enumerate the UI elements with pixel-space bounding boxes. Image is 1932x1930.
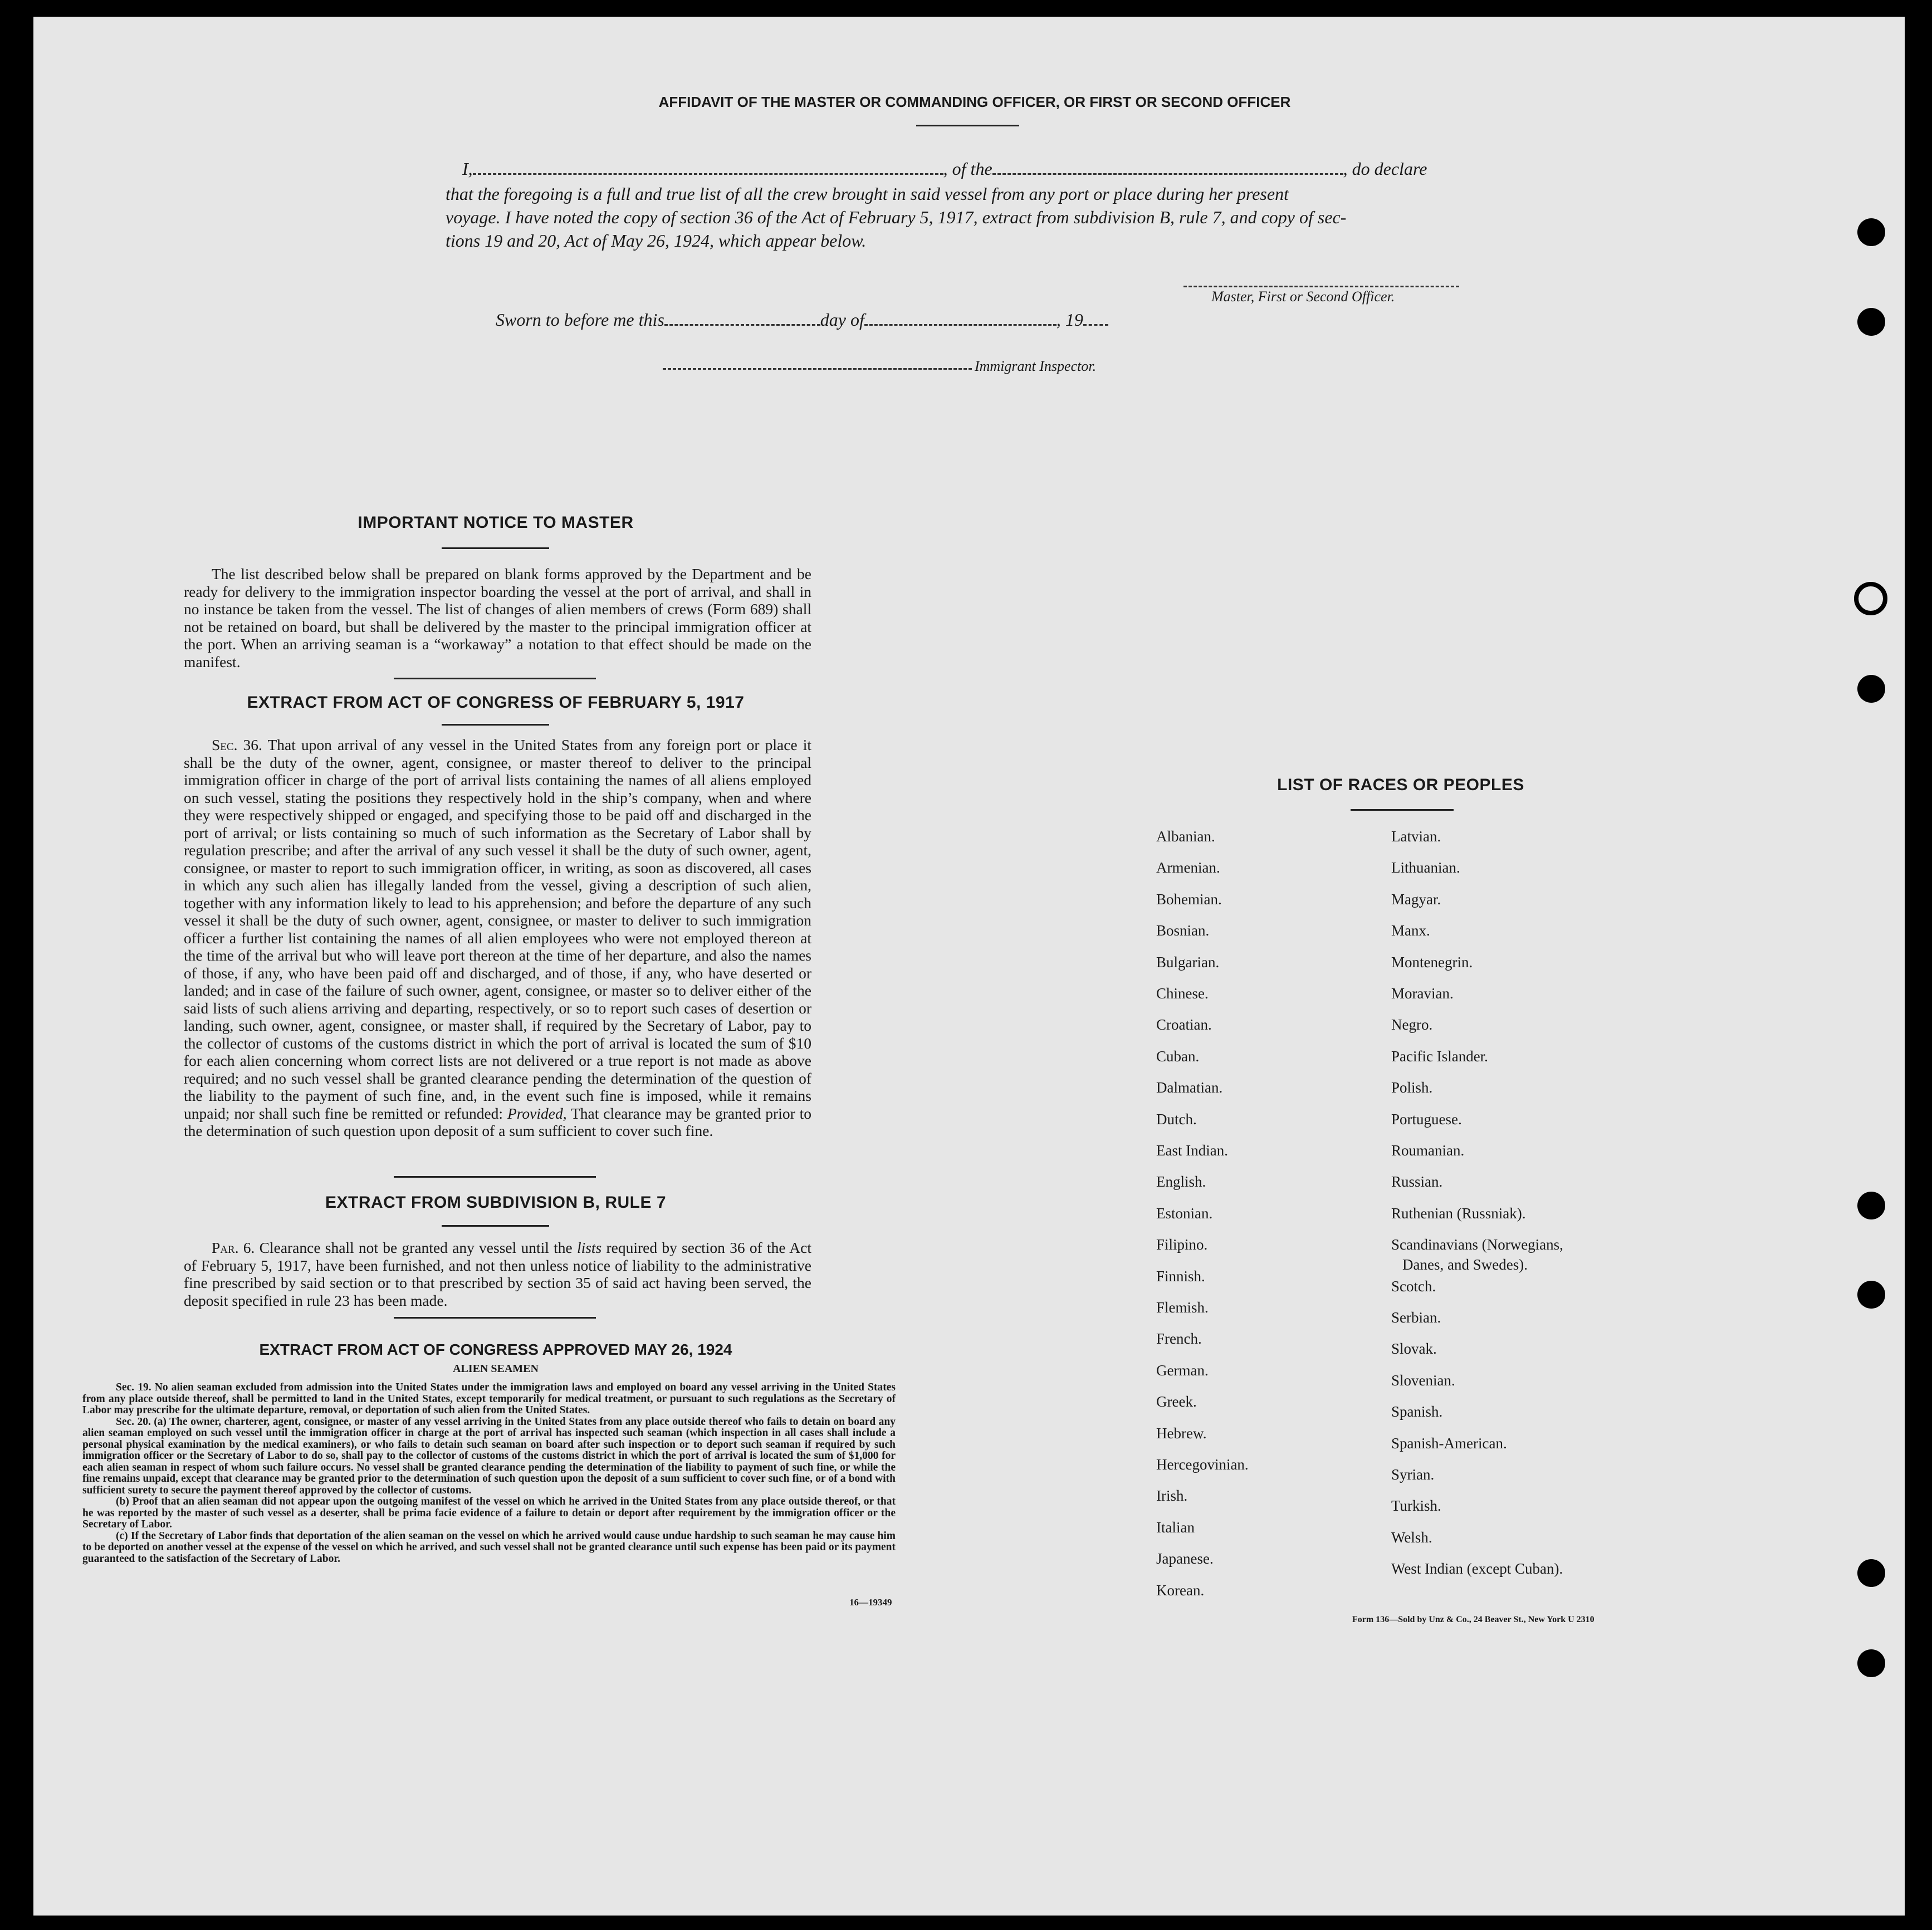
race-item: Magyar. (1391, 890, 1441, 908)
affidavit-line-1 (462, 157, 1498, 180)
sec-20a-text: Sec. 20. (a) The owner, charterer, agent, consignee, or master of any vessel arriving in the United States from any place outside thereof who fails to detain on board any alien seaman employed on such vessel until the immigration officer in charge at the port of arrival has inspected such seaman (which inspection in all cases shall include a personal physical examination by the medical examiners), or who fails to detain such seaman on board after such inspection or to deport such seaman if required by such immigration officer or the Secretary of Labor to do so, shall pay to the collector of customs of the customs district in which the port of arrival is located the sum of $1,000 for each alien seaman in respect of whom such failure occurs. No vessel shall be granted clearance pending the determination of the liability to payment of such fine, or while the fine remains unpaid, except that clearance may be granted prior to the determination of such question upon the deposit of a sum sufficient to cover such fine, or of a bond with sufficient surety to secure the payment thereof approved by the collector of customs. (82, 1415, 896, 1496)
race-item: Spanish-American. (1391, 1434, 1507, 1452)
punch-hole (1857, 1192, 1885, 1219)
race-item: Roumanian. (1391, 1142, 1465, 1159)
affidavit-line-2: that the foregoing is a full and true list of all the crew brought in said vessel from any port or place during her present (446, 184, 1289, 204)
race-item: Croatian. (1156, 1016, 1212, 1033)
race-item: French. (1156, 1330, 1202, 1348)
form-printer-note: Form 136—Sold by Unz & Co., 24 Beaver St., New York U 2310 (1352, 1615, 1594, 1624)
race-item: Montenegrin. (1391, 953, 1473, 971)
affidavit-i: I, (462, 159, 473, 179)
notice-title: IMPORTANT NOTICE TO MASTER (358, 513, 634, 532)
race-item: Syrian. (1391, 1466, 1435, 1483)
signature-line[interactable] (1183, 285, 1459, 287)
race-item: Manx. (1391, 922, 1430, 939)
form-code: 16—19349 (849, 1597, 892, 1608)
punch-hole (1857, 675, 1885, 703)
race-item: Spanish. (1391, 1403, 1443, 1420)
extract-1917-divider (394, 1176, 596, 1178)
race-item: Korean. (1156, 1581, 1205, 1599)
race-item: Serbian. (1391, 1309, 1441, 1326)
race-item: Irish. (1156, 1487, 1188, 1505)
name-field[interactable] (473, 173, 943, 175)
notice-divider (394, 678, 596, 679)
race-item: Moravian. (1391, 985, 1454, 1002)
sec-36-text-end: That clearance may be granted prior to the determination of such question upon deposit of a sum sufficient to cover such fine. (184, 1104, 811, 1139)
rule-7-title: EXTRACT FROM SUBDIVISION B, RULE 7 (325, 1193, 667, 1212)
notice-body: The list described below shall be prepared on blank forms approved by the Department and be ready for delivery to the immigration inspector boarding the vessel at the port of arrival, and shall in no instance be taken from the vessel. The list of changes of alien members of crews (Form 689) shall not be retained on board, but shall be delivered by the master to the principal immigration officer at the port. When an arriving seaman is a “workaway” a notation to that effect should be made on the manifest. (184, 565, 811, 670)
race-item: Negro. (1391, 1016, 1433, 1033)
race-item: Scotch. (1391, 1277, 1436, 1295)
signature-caption: Master, First or Second Officer. (1211, 288, 1395, 305)
punch-hole (1857, 1559, 1885, 1587)
vessel-field[interactable] (992, 173, 1343, 175)
extract-1917-body (184, 736, 811, 1140)
race-item: Scandinavians (Norwegians, (1391, 1236, 1563, 1253)
race-item: Slovak. (1391, 1340, 1437, 1358)
race-item: Cuban. (1156, 1047, 1200, 1065)
punch-hole-open (1854, 582, 1887, 615)
race-item: English. (1156, 1173, 1206, 1191)
affidavit-line-4: tions 19 and 20, Act of May 26, 1924, which appear below. (446, 231, 867, 251)
race-item: Flemish. (1156, 1299, 1209, 1316)
race-item: Greek. (1156, 1393, 1197, 1410)
race-item: Dutch. (1156, 1110, 1197, 1128)
extract-1917-title: EXTRACT FROM ACT OF CONGRESS OF FEBRUARY 5, 1917 (247, 693, 745, 712)
sworn-prefix: Sworn to before me this (496, 310, 664, 330)
race-item: Finnish. (1156, 1267, 1205, 1285)
alien-seamen-subtitle: ALIEN SEAMEN (453, 1363, 539, 1375)
punch-hole (1857, 308, 1885, 336)
race-item: Hercegovinian. (1156, 1456, 1249, 1473)
race-item: West Indian (except Cuban). (1391, 1560, 1563, 1578)
race-item: Dalmatian. (1156, 1079, 1223, 1096)
affidavit-line-3: voyage. I have noted the copy of section 36 of the Act of February 5, 1917, extract from subdivision B, rule 7, and copy of sec- (446, 207, 1347, 227)
sec-20b-text: (b) Proof that an alien seaman did not appear upon the outgoing manifest of the vessel on which he arrived in the United States from any place outside thereof, or that he was reported by the master of such vessel as a deserter, shall be prima facie evidence of a failure to detain or deport after requirement by the immigration officer or the Secretary of Labor. (82, 1496, 896, 1530)
race-item: German. (1156, 1361, 1209, 1379)
sworn-day-field[interactable] (664, 324, 820, 326)
par-6-text-b: required by section 36 of the Act of February 5, 1917, have been furnished, and not then unless notice of liability to the administrative fine prescribed by said section or to that prescribed by section 35 of said act having been served, the deposit specified in rule 23 has been made. (184, 1239, 811, 1309)
race-item: Russian. (1391, 1173, 1443, 1191)
lists-word: lists (576, 1239, 602, 1256)
sworn-year-label: , 19 (1056, 310, 1083, 330)
race-item: Lithuanian. (1391, 859, 1460, 876)
race-item: Hebrew. (1156, 1424, 1207, 1442)
extract-1917-rule (442, 724, 549, 726)
sworn-year-field[interactable] (1083, 324, 1108, 326)
race-item: Pacific Islander. (1391, 1047, 1488, 1065)
inspector-caption: Immigrant Inspector. (975, 358, 1097, 374)
race-item: Bulgarian. (1156, 953, 1220, 971)
race-item: Bohemian. (1156, 890, 1222, 908)
race-item: Armenian. (1156, 859, 1220, 876)
affidavit-declare: , do declare (1343, 159, 1427, 179)
title-rule (916, 125, 1019, 126)
rule-7-body (184, 1239, 811, 1309)
race-item: Turkish. (1391, 1497, 1441, 1515)
rule-7-divider (394, 1317, 596, 1319)
notice-rule (442, 547, 549, 549)
race-item: Italian (1156, 1518, 1195, 1536)
extract-1924-title: EXTRACT FROM ACT OF CONGRESS APPROVED MAY 26, 1924 (259, 1341, 732, 1358)
race-item: Estonian. (1156, 1204, 1213, 1222)
punch-hole (1857, 1649, 1885, 1677)
sworn-line (496, 308, 1108, 331)
par-6-label: Par. 6. (212, 1239, 255, 1256)
sec-19-text: Sec. 19. No alien seaman excluded from admission into the United States under the immigration laws and employed on board any vessel arriving in the United States from any place outside thereof, shall be permitted to land in the United States, except temporarily for medical treatment, or pursuant to such regulations as the Secretary of Labor may prescribe for the ultimate departure, removal, or deportation of such alien from the United States. (82, 1382, 896, 1416)
race-item: Bosnian. (1156, 922, 1210, 939)
extract-1924-body (82, 1382, 896, 1565)
sec-36-text: That upon arrival of any vessel in the United States from any foreign port or place it shall be the duty of the owner, agent, consignee, or master thereof to deliver to the principal immigration officer in charge of the port of arrival lists containing the names of all aliens employed on such vessel, stating the positions they respectively hold in the ship’s company, when and where they were respectively shipped or engaged, and specifying those to be paid off and discharged in the port of arrival; or lists containing so much of such information as the Secretary of Labor shall by regulation prescribe; and after the arrival of any such vessel it shall be the duty of such owner, agent, consignee, or master to report to such immigration officer, in writing, as soon as discovered, all cases in which any such alien has illegally landed from the vessel, giving a description of such alien, together with any information likely to lead to his apprehension; and before the departure of any such vessel it shall be the duty of such owner, agent, consignee, or master to deliver to such immigration officer a further list containing the names of all alien employees who were not employed thereon at the time of the arrival but who will leave port thereon at the time of her departure, and also the names of those, if any, who have been paid off and discharged, and of those, if any, who have deserted or landed; and in case of the failure of such owner, agent, consignee, or master so to deliver either of the said lists of such aliens arriving and departing, respectively, or so to report such cases of desertion or landing, such owner, agent, consignee, or master shall, if required by the Secretary of Labor, pay to the collector of customs of the customs district in which the port of arrival is located the sum of $10 for each alien concerning whom correct lists are not delivered or a true report is not made as above required; and no such vessel shall be granted clearance pending the determination of the question of the liability to the payment of such fine, and, in the event such fine is imposed, while it remains unpaid; nor shall such fine be remitted or refunded: (184, 736, 812, 1122)
race-item: Ruthenian (Russniak). (1391, 1204, 1526, 1222)
race-item: Slovenian. (1391, 1371, 1455, 1389)
races-title: LIST OF RACES OR PEOPLES (1277, 776, 1524, 794)
affidavit-title: AFFIDAVIT OF THE MASTER OR COMMANDING OFFICER, OR FIRST OR SECOND OFFICER (658, 94, 1291, 110)
race-item: Portuguese. (1391, 1110, 1462, 1128)
affidavit-of-the: , of the (943, 159, 992, 179)
inspector-line[interactable] (663, 368, 972, 370)
rule-7-rule (442, 1225, 549, 1227)
sec-20c-text: (c) If the Secretary of Labor finds that deportation of the alien seaman on the vessel on which he arrived would cause undue hardship to such seaman he may cause him to be deported on another vessel at the expense of the vessel on which he arrived, and such vessel shall not be granted clearance until such expense has been paid or its payment guaranteed to the satisfaction of the Secretary of Labor. (82, 1530, 896, 1565)
race-item: Japanese. (1156, 1550, 1214, 1567)
sworn-month-field[interactable] (864, 324, 1057, 326)
punch-hole (1857, 218, 1885, 246)
races-rule (1351, 809, 1454, 811)
race-item: Latvian. (1391, 828, 1441, 845)
race-item: Welsh. (1391, 1529, 1432, 1546)
race-item: Chinese. (1156, 985, 1209, 1002)
provided-word: Provided, (507, 1104, 567, 1122)
race-item: Filipino. (1156, 1236, 1208, 1253)
sworn-day-label: day of (820, 310, 864, 330)
punch-hole (1857, 1281, 1885, 1309)
race-item: East Indian. (1156, 1142, 1228, 1159)
race-item: Albanian. (1156, 828, 1215, 845)
race-item: Polish. (1391, 1079, 1433, 1096)
sec-36-label: Sec. 36. (212, 736, 262, 753)
race-item: Danes, and Swedes). (1402, 1256, 1528, 1273)
par-6-text-a: Clearance shall not be granted any vessel until the (259, 1239, 573, 1256)
